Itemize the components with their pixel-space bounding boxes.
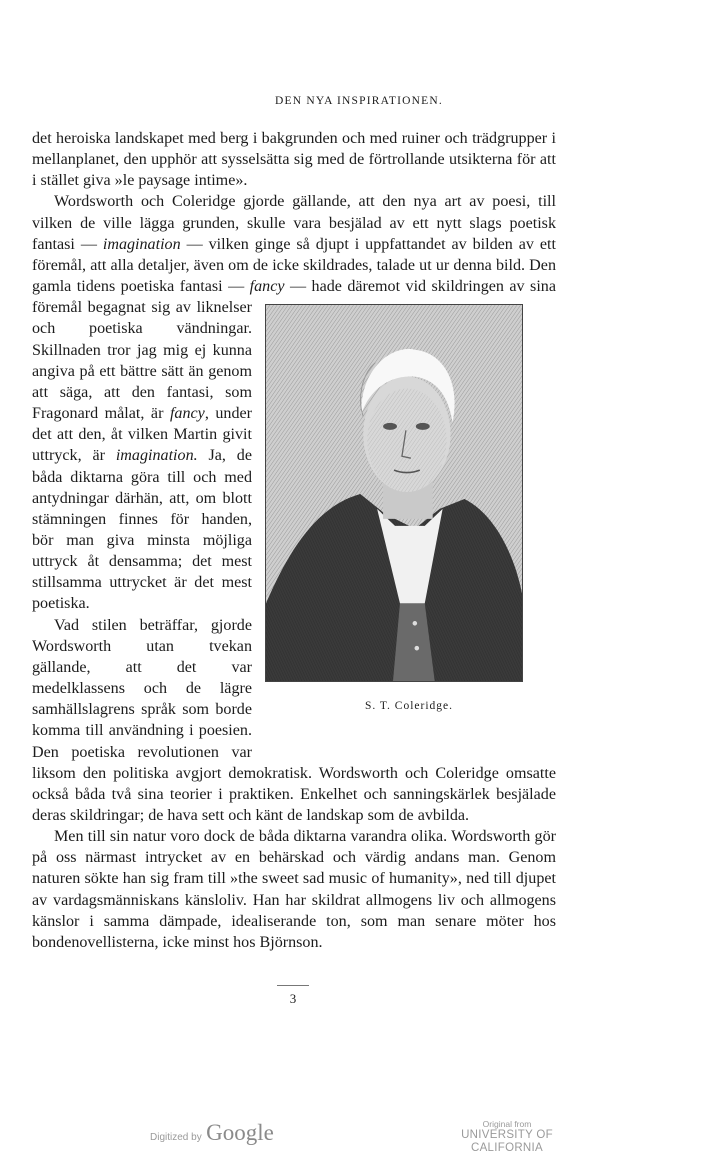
emphasis-fancy: fancy (169, 405, 205, 423)
paragraph-2-part-e: Ja, de båda diktarna göra till och med antydningar därhän, att, om blott stämningen finnes för handen, bör man giva minsta möjliga uttryck åt densamma; det mest stillsamma uttrycket är det mest poetiska. (32, 447, 252, 613)
emphasis-fancy-1: fancy (249, 278, 285, 296)
digitized-prefix: Digitized by (150, 1132, 202, 1143)
folio-rule (277, 985, 309, 986)
paragraph-1: det heroiska landskapet med berg i bakgrunden och med ruiner och trädgrupper i mellanplanet, den upphör att sysselsätta sig med de förtrollande utsikterna för att i stället giva »le paysage intime». (32, 130, 556, 190)
page-number: 3 (289, 991, 297, 1006)
portrait-engraving (265, 304, 523, 682)
digitized-by-mark (150, 1120, 274, 1146)
portrait-figure (260, 304, 556, 738)
paragraph-3: Vad stilen beträffar, gjorde Wordsworth utan tvekan gällande, att det var medelklassens och de lägre samhällslagrens språk som borde komma till användning i poesien. Den poetiska revolutionen var liksom den politiska avgjort demokratisk. Wordsworth och Coleridge omsatte också båda två sina teorier i praktiken. Enkelhet och sanningskärlek besjälade deras skildringar; de hava sett och känt de landskap som de avbilda. (32, 616, 556, 824)
paragraph-2-part-a: Wordsworth och Coleridge gjorde gällande, att den nya art av poesi, till vilken de ville lägga grunden, skulle vara besjälad av ett nytt slags poetisk fantasi — (32, 193, 556, 253)
google-logo: Google (206, 1120, 274, 1145)
paragraph-2-part-c: — hade däremot vid skildringen av sina föremål begagnat sig av liknelser och poetiska vändningar. Skillnaden tror jag mig ej kunna angiva på ett bättre sätt än genom att säga, att den fantasi, som Fragonard målat, är (32, 278, 556, 423)
paragraph-4: Men till sin natur voro dock de båda diktarna varandra olika. Wordsworth gör på oss närmast intrycket av en behärskad och värdig andans man. Genom naturen sökte han sig fram till »the sweet sad music of humanity», ned till djupet av vardagsmänniskans känsloliv. Han har skildrat allmogens liv och allmogens känslor i samma dämpade, idealiserande ton, som man senare möter hos bondenovellisterna, icke minst hos Björnson. (32, 828, 556, 951)
coleridge-portrait-image (266, 305, 522, 681)
original-from-label: Original from (482, 1119, 532, 1129)
paragraph-2-part-b: — vilken ginge så djupt i uppfattandet av bilden av ett föremål, att alla detaljer, även om de icke skildrades, talade ut ur denna bild. Den gamla tidens poetiska fantasi — (32, 235, 556, 296)
body-text (32, 128, 556, 953)
original-from-mark (432, 1120, 582, 1155)
university-name: UNIVERSITY OF CALIFORNIA (461, 1129, 553, 1154)
emphasis-imagination: imagination (102, 235, 181, 253)
paragraph-2 (32, 191, 556, 713)
paragraph-2-part-d: , under det att den, åt vilken Martin givit uttryck, är (32, 405, 252, 465)
running-header: DEN NYA INSPIRATIONEN. (275, 95, 443, 107)
emphasis-imagination-2: imagination. (115, 447, 198, 465)
portrait-caption: S. T. Coleridge. (364, 700, 454, 713)
